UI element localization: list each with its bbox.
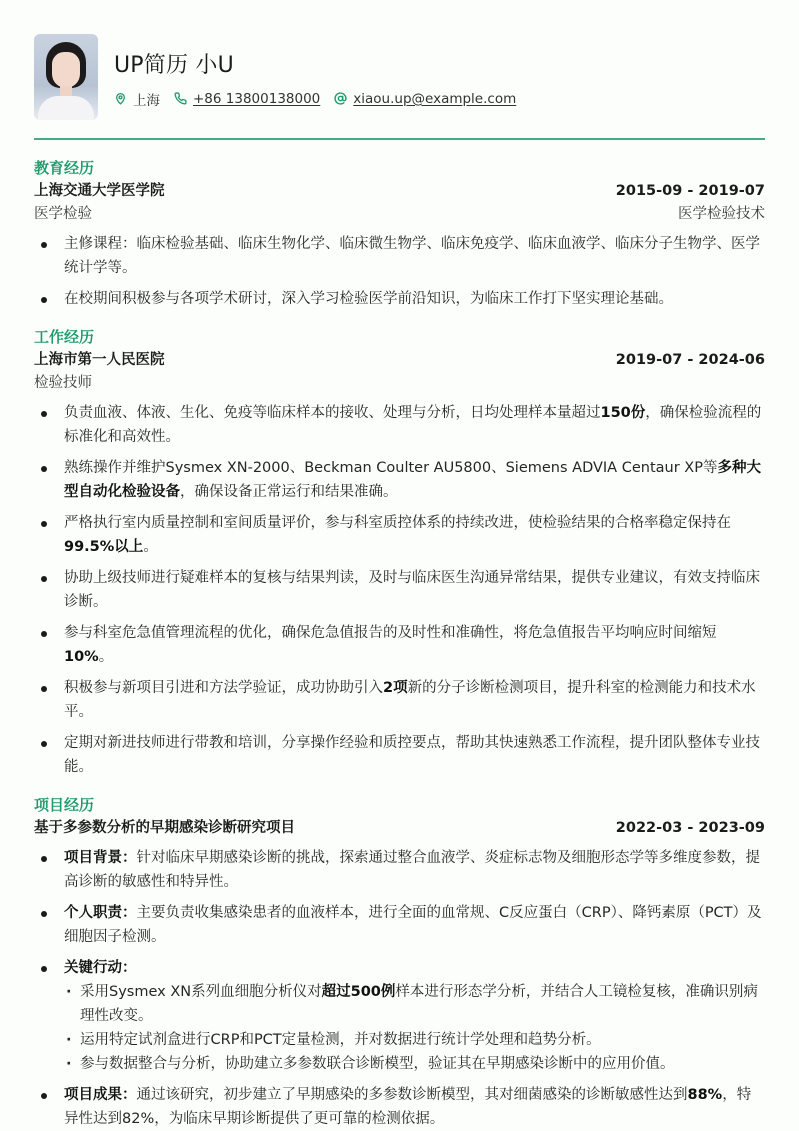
work-row — [34, 349, 765, 372]
avatar — [34, 34, 98, 120]
list-item: 熟练操作并维护Sysmex XN-2000、Beckman Coulter AU5800、Siemens ADVIA Centaur XP等多种大型自动化检验设备，确保设备正常运行和结果准确。 — [34, 456, 765, 504]
education-bullets — [34, 232, 765, 311]
project-result: 项目成果：通过该研究，初步建立了早期感染的多参数诊断模型，其对细菌感染的诊断敏感性达到88%，特异性达到82%，为临床早期诊断提供了更可靠的检测依据。 — [34, 1083, 765, 1131]
section-work — [34, 325, 765, 779]
work-bullets — [34, 401, 765, 779]
list-item: · 参与数据整合与分析，协助建立多参数联合诊断模型，验证其在早期感染诊断中的应用价值。 — [64, 1052, 765, 1076]
list-item: · 采用Sysmex XN系列血细胞分析仪对超过500例样本进行形态学分析，并结合人工镜检复核，准确识别病理性改变。 — [64, 980, 765, 1028]
location-text: 上海 — [133, 92, 160, 109]
degree-field: 医学检验技术 — [678, 206, 765, 222]
job-role: 检验技师 — [34, 375, 92, 391]
work-dates: 2019-07 - 2024-06 — [615, 352, 765, 368]
contact-location — [114, 89, 160, 109]
project-responsibility: 个人职责：主要负责收集感染患者的血液样本，进行全面的血常规、C反应蛋白（CRP）、降钙素原（PCT）及细胞因子检测。 — [34, 901, 765, 949]
section-title-work: 工作经历 — [34, 328, 95, 346]
section-education — [34, 156, 765, 311]
contact-row — [114, 89, 522, 109]
contact-email — [334, 91, 516, 107]
project-name: 基于多参数分析的早期感染诊断研究项目 — [34, 820, 295, 836]
project-bullets — [34, 846, 765, 1131]
list-item: 参与科室危急值管理流程的优化，确保危急值报告的及时性和准确性，将危急值报告平均响应时间缩短10%。 — [34, 621, 765, 669]
list-item: 严格执行室内质量控制和室间质量评价，参与科室质控体系的持续改进，使检验结果的合格率稳定保持在99.5%以上。 — [34, 511, 765, 559]
major: 医学检验 — [34, 206, 92, 222]
header-divider — [34, 138, 765, 140]
company-name: 上海市第一人民医院 — [34, 352, 165, 368]
phone-icon — [174, 92, 187, 105]
section-project — [34, 793, 765, 1131]
project-actions: 关键行动： · 采用Sysmex XN系列血细胞分析仪对超过500例样本进行形态学分析，并结合人工镜检复核，准确识别病理性改变。 · 运用特定试剂盒进行CRP和PCT定量检测，并对数据进行统计学处理和趋势分析。 · 参与数据整合与分析，协助建立多参数联合诊断模型，验证其在早期感染诊断中的应用价值。 — [34, 956, 765, 1076]
resume-header — [34, 34, 765, 120]
map-pin-icon — [114, 92, 127, 105]
list-item: 负责血液、体液、生化、免疫等临床样本的接收、处理与分析，日均处理样本量超过150份，确保检验流程的标准化和高效性。 — [34, 401, 765, 449]
section-title-education: 教育经历 — [34, 159, 95, 177]
list-item: 定期对新进技师进行带教和培训，分享操作经验和质控要点，帮助其快速熟悉工作流程，提升团队整体专业技能。 — [34, 731, 765, 779]
project-row — [34, 817, 765, 840]
work-subrow — [34, 372, 765, 395]
list-item: 在校期间积极参与各项学术研讨，深入学习检验医学前沿知识，为临床工作打下坚实理论基础。 — [34, 287, 765, 311]
education-subrow — [34, 203, 765, 226]
school-name: 上海交通大学医学院 — [34, 183, 165, 199]
identity-block — [114, 46, 522, 109]
list-item: 协助上级技师进行疑难样本的复核与结果判读，及时与临床医生沟通异常结果，提供专业建议，有效支持临床诊断。 — [34, 566, 765, 614]
list-item: · 运用特定试剂盒进行CRP和PCT定量检测，并对数据进行统计学处理和趋势分析。 — [64, 1028, 765, 1052]
actions-sublist — [64, 980, 765, 1076]
contact-phone — [174, 91, 320, 107]
list-item: 主修课程：临床检验基础、临床生物化学、临床微生物学、临床免疫学、临床血液学、临床分子生物学、医学统计学等。 — [34, 232, 765, 280]
candidate-name: UP简历 小U — [114, 52, 234, 78]
section-title-project: 项目经历 — [34, 796, 95, 814]
list-item: 积极参与新项目引进和方法学验证，成功协助引入2项新的分子诊断检测项目，提升科室的检测能力和技术水平。 — [34, 676, 765, 724]
email-link[interactable]: xiaou.up@example.com — [353, 90, 517, 107]
education-row — [34, 180, 765, 203]
at-sign-icon — [334, 92, 347, 105]
project-background: 项目背景：针对临床早期感染诊断的挑战，探索通过整合血液学、炎症标志物及细胞形态学等多维度参数，提高诊断的敏感性和特异性。 — [34, 846, 765, 894]
project-dates: 2022-03 - 2023-09 — [615, 820, 765, 836]
phone-link[interactable]: +86 13800138000 — [193, 90, 321, 107]
education-dates: 2015-09 - 2019-07 — [615, 183, 765, 199]
